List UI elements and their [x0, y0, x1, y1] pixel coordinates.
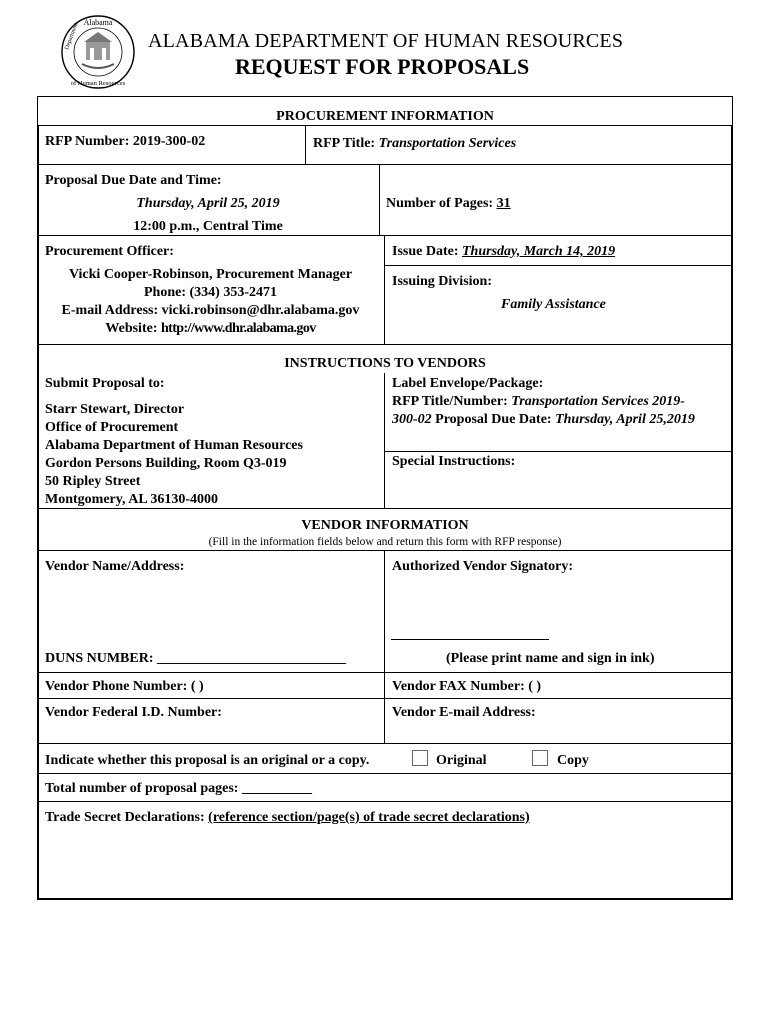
- special-instructions-label: Special Instructions:: [392, 454, 516, 469]
- officer-name: Vicki Cooper-Robinson, Procurement Manager: [68, 267, 353, 282]
- label-due-line: 300-02 Proposal Due Date: Thursday, April 25,2019: [392, 412, 695, 427]
- print-note: (Please print name and sign in ink): [446, 651, 655, 666]
- label-envelope-heading: Label Envelope/Package:: [392, 376, 544, 391]
- email-label: Vendor E-mail Address:: [392, 705, 536, 720]
- total-pages-field[interactable]: Total number of proposal pages: __________: [45, 781, 312, 796]
- signature-line[interactable]: [391, 639, 549, 640]
- original-label: Original: [436, 753, 487, 768]
- department-name: ALABAMA DEPARTMENT OF HUMAN RESOURCES: [148, 30, 624, 52]
- officer-website[interactable]: Website: http://www.dhr.alabama.gov: [105, 321, 316, 336]
- officer-phone: Phone: (334) 353-2471: [144, 285, 277, 300]
- rfp-title: RFP Title: Transportation Services: [313, 136, 517, 151]
- submit-label: Submit Proposal to:: [45, 376, 165, 391]
- address-line: Alabama Department of Human Resources: [45, 438, 303, 453]
- address-line: Gordon Persons Building, Room Q3-019: [45, 456, 287, 471]
- instructions-heading: INSTRUCTIONS TO VENDORS: [284, 356, 486, 371]
- seal-text-bottom: of Human Resources: [70, 80, 126, 87]
- address-line: Montgomery, AL 36130-4000: [45, 492, 219, 507]
- address-line: 50 Ripley Street: [45, 474, 141, 489]
- number-of-pages: Number of Pages: 31: [386, 196, 511, 211]
- due-date: Thursday, April 25, 2019: [136, 196, 280, 211]
- officer-email[interactable]: E-mail Address: vicki.robinson@dhr.alabama.gov: [61, 303, 360, 318]
- vendor-heading: VENDOR INFORMATION: [301, 518, 469, 533]
- seal-text-left: Department: [64, 22, 80, 51]
- original-checkbox[interactable]: [412, 750, 428, 766]
- fax-label: Vendor FAX Number: ( ): [392, 679, 542, 694]
- copy-checkbox[interactable]: [532, 750, 548, 766]
- vendor-subheading: (Fill in the information fields below and return this form with RFP response): [208, 536, 562, 548]
- original-copy-question: Indicate whether this proposal is an original or a copy.: [45, 753, 370, 768]
- officer-label: Procurement Officer:: [45, 244, 174, 259]
- division-label: Issuing Division:: [392, 274, 492, 289]
- issue-date: Issue Date: Thursday, March 14, 2019: [392, 244, 616, 259]
- due-time: 12:00 p.m., Central Time: [133, 219, 283, 234]
- page-title: REQUEST FOR PROPOSALS: [235, 54, 530, 79]
- due-date-label: Proposal Due Date and Time:: [45, 173, 222, 188]
- address-line: Office of Procurement: [45, 420, 179, 435]
- copy-label: Copy: [557, 753, 589, 768]
- trade-secret-field: Trade Secret Declarations: (reference section/page(s) of trade secret declarations): [45, 810, 530, 825]
- vendor-name-label: Vendor Name/Address:: [45, 559, 185, 574]
- signatory-label: Authorized Vendor Signatory:: [392, 559, 573, 574]
- procurement-heading: PROCUREMENT INFORMATION: [276, 109, 494, 124]
- divider: [384, 451, 732, 452]
- phone-label: Vendor Phone Number: ( ): [45, 679, 204, 694]
- seal-text-top: Alabama: [83, 18, 113, 27]
- duns-field[interactable]: DUNS NUMBER: ___________________________: [45, 651, 346, 666]
- fein-label: Vendor Federal I.D. Number:: [45, 705, 222, 720]
- rfp-number: RFP Number: 2019-300-02: [45, 134, 206, 149]
- division-value: Family Assistance: [501, 297, 606, 312]
- address-line: Starr Stewart, Director: [45, 402, 185, 417]
- department-seal: [60, 14, 136, 90]
- label-rfp-line: RFP Title/Number: Transportation Services 2019-: [392, 394, 685, 409]
